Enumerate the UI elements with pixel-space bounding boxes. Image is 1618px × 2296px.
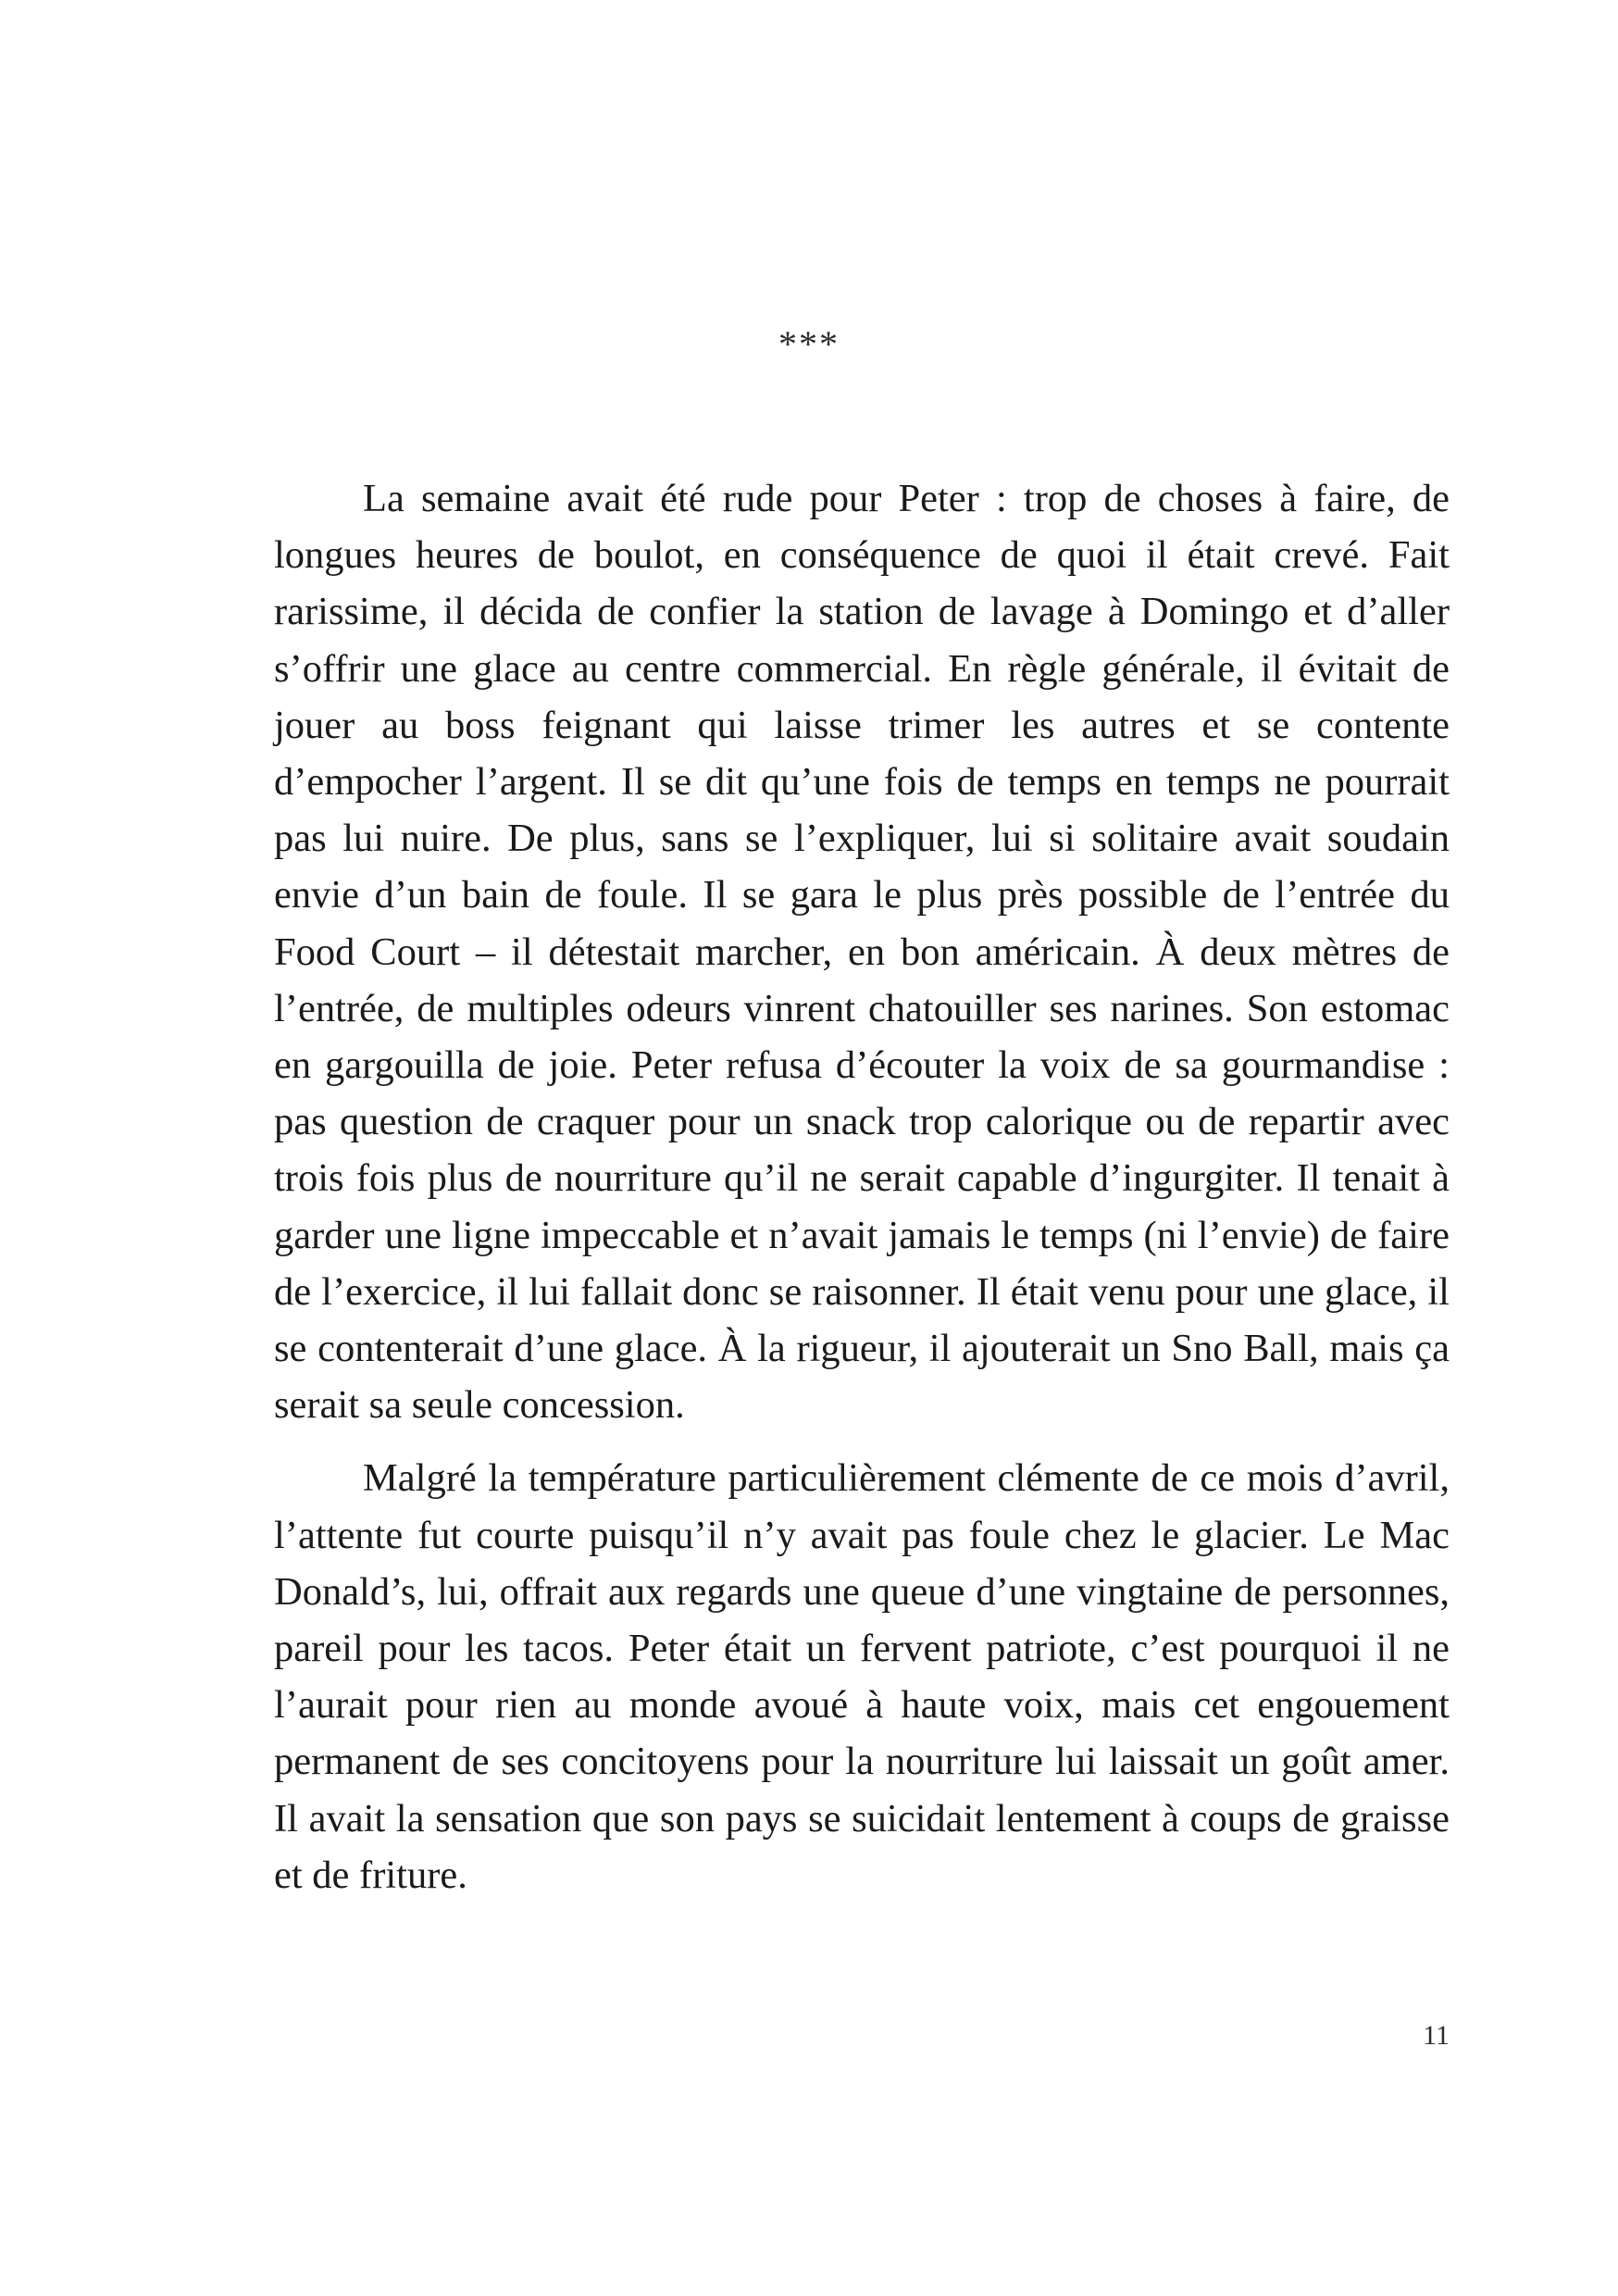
- section-separator: ***: [778, 323, 840, 365]
- paragraph-2: Malgré la température particulièrement clémente de ce mois d’avril, l’attente fut courte puisqu’il n’y avait pas foule chez le glacier. Le Mac Donald’s, lui, offrait aux regards une queue d’une vingtaine de personnes, pareil pour les tacos. Peter était un fervent patriote, c’est pourquoi il ne l’aurait pour rien au monde avoué à haute voix, mais cet engouement permanent de ses concitoyens pour la nourriture lui laissait un goût amer. Il avait la sensation que son pays se suicidait lentement à coups de graisse et de friture.: [274, 1456, 1450, 1897]
- paragraph-1: La semaine avait été rude pour Peter : trop de choses à faire, de longues heures de boulot, en conséquence de quoi il était crevé. Fait rarissime, il décida de confier la station de lavage à Domingo et d’aller s’offrir une glace au centre commercial. En règle générale, il évitait de jouer au boss feignant qui laisse trimer les autres et se contente d’empocher l’argent. Il se dit qu’une fois de temps en temps ne pourrait pas lui nuire. De plus, sans se l’expliquer, lui si solitaire avait soudain envie d’un bain de foule. Il se gara le plus près possible de l’entrée du Food Court – il détestait marcher, en bon américain. À deux mètres de l’entrée, de multiples odeurs vinrent chatouiller ses narines. Son estomac en gargouilla de joie. Peter refusa d’écouter la voix de sa gourmandise : pas question de craquer pour un snack trop calorique ou de repartir avec trois fois plus de nourriture qu’il ne serait capable d’ingurgiter. Il tenait à garder une ligne impeccable et n’avait jamais le temps (ni l’envie) de faire de l’exercice, il lui fallait donc se raisonner. Il était venu pour une glace, il se contenterait d’une glace. À la rigueur, il ajouterait un Sno Ball, mais ça serait sa seule concession.: [274, 477, 1450, 1428]
- body-text: [274, 470, 1450, 1903]
- page-number: 11: [1423, 2020, 1450, 2051]
